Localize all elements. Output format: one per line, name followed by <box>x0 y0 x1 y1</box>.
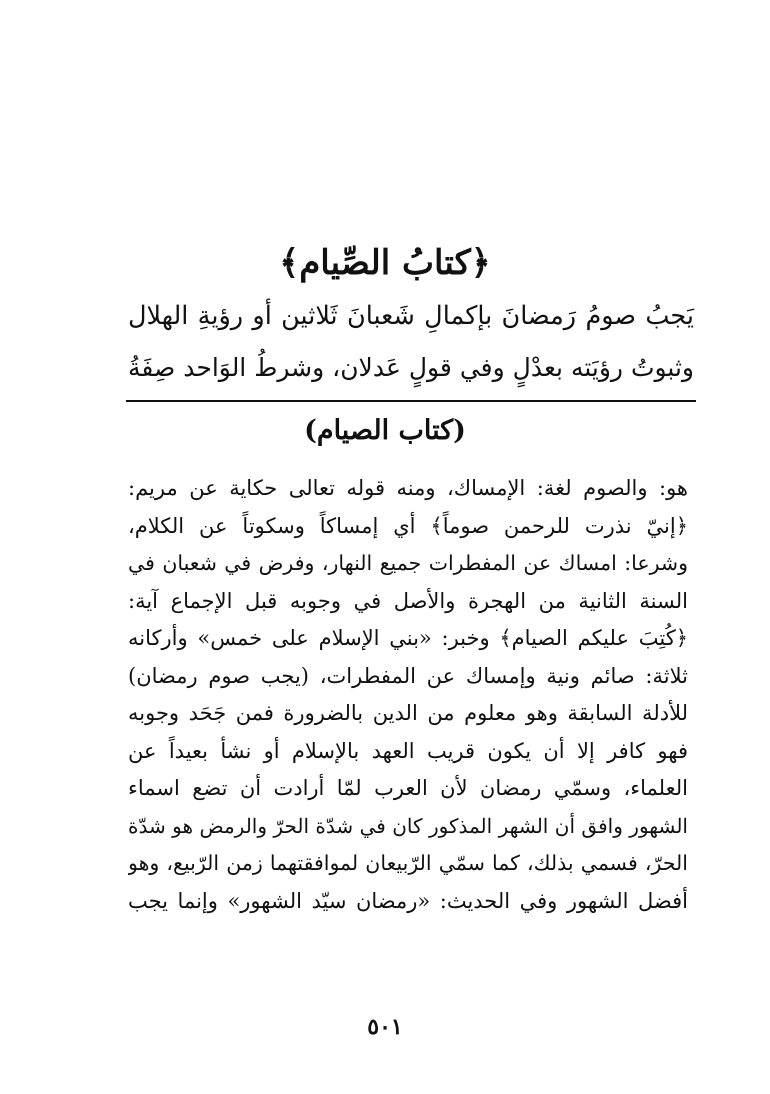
commentary-line: السنة الثانية من الهجرة والأصل في وجوبه قبل الإجماع آية: <box>128 588 688 613</box>
commentary-line: فهو كافر إلا أن يكون قريب العهد بالإسلام أو نشأ بعيداً عن <box>128 738 688 763</box>
page-number: ٥٠١ <box>367 1014 403 1040</box>
commentary-line: وشرعا: امساك عن المفطرات جميع النهار، وفرض في شعبان في <box>128 551 688 575</box>
chapter-title: ﴿كتابُ الصِّيام﴾ <box>279 243 491 283</box>
divider-rule <box>126 400 696 402</box>
main-text-line: وثبوتُ رؤيَته بعدْلٍ وفي قولٍ عَدلان، وشرطُ الوَاحد صِفَةُ <box>128 353 694 382</box>
commentary-line: العلماء، وسمّي رمضان لأن العرب لمّا أرادت أن تضع اسماء <box>128 776 688 800</box>
commentary-line: أفضل الشهور وفي الحديث: «رمضان سيّد الشهور» وإنما يجب <box>128 888 688 913</box>
commentary-line: ثلاثة: صائم ونية وإمساك عن المفطرات، (يجب صوم رمضان) <box>128 663 688 688</box>
commentary-line: الشهور وافق أن الشهر المذكور كان في شدّة الحرّ والرمض هو شدّة <box>128 813 688 838</box>
commentary-line: ﴿إنيّ نذرت للرحمن صوماً﴾ أي إمساكاً وسكوتاً عن الكلام، <box>128 513 688 538</box>
commentary-line: هو: والصوم لغة: الإمساك، ومنه قوله تعالى حكاية عن مريم: <box>128 476 688 500</box>
commentary-title: (كتاب الصيام) <box>304 415 466 446</box>
commentary-line: الحرّ، فسمي بذلك، كما سمّي الرّبيعان لموافقتهما زمن الرّبيع، وهو <box>128 851 688 875</box>
commentary-line: ﴿كُتِبَ عليكم الصيام﴾ وخبر: «بني الإسلام على خمس» وأركانه <box>128 626 688 650</box>
commentary-block <box>128 470 688 920</box>
commentary-line: للأدلة السابقة وهو معلوم من الدين بالضرورة فمن جَحَد وجوبه <box>128 701 688 725</box>
main-text-block <box>128 290 694 394</box>
main-text-line: يَجبُ صومُ رَمضانَ بإكمالِ شَعبانَ ثَلاثين أو رؤيةِ الهلال <box>128 301 694 331</box>
